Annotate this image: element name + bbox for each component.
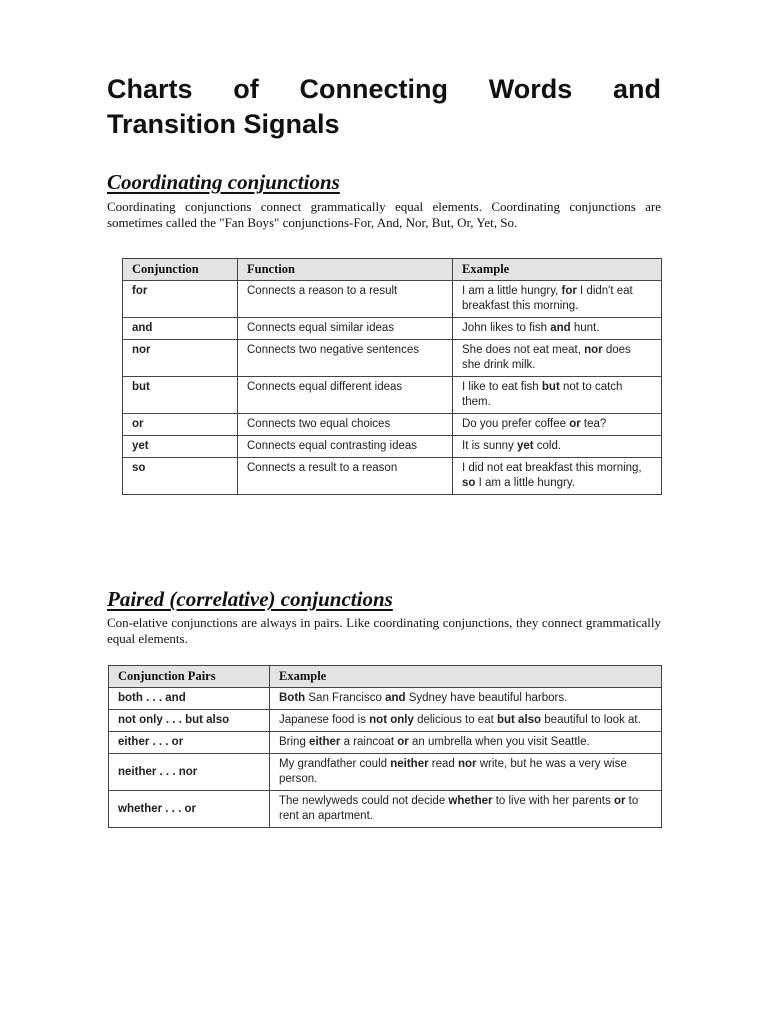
title-word: Words bbox=[488, 74, 573, 104]
function-cell: Connects equal contrasting ideas bbox=[238, 436, 453, 458]
example-keyword: and bbox=[550, 322, 571, 334]
example-keyword: or bbox=[569, 418, 581, 430]
table-row bbox=[109, 791, 662, 828]
coordinating-table-body bbox=[123, 281, 662, 495]
example-keyword: not only bbox=[369, 714, 414, 726]
table-header-row bbox=[109, 666, 662, 688]
conjunction-pair-cell: neither . . . nor bbox=[109, 754, 270, 791]
table-header-row bbox=[123, 259, 662, 281]
table-row bbox=[109, 754, 662, 791]
paired-table-body bbox=[109, 688, 662, 828]
example-cell bbox=[453, 318, 662, 340]
table-row bbox=[123, 281, 662, 318]
example-text: I am a little hungry, bbox=[462, 285, 562, 297]
example-keyword: but bbox=[541, 381, 560, 393]
table-row bbox=[109, 732, 662, 754]
example-text: delicious to eat bbox=[413, 714, 497, 726]
table-row bbox=[109, 688, 662, 710]
title-word: and bbox=[612, 74, 661, 104]
example-text: cold. bbox=[533, 440, 562, 452]
conjunction-pair-cell: either . . . or bbox=[109, 732, 270, 754]
coordinating-table bbox=[122, 258, 662, 495]
title-word: of bbox=[233, 74, 259, 104]
page-title bbox=[107, 72, 661, 142]
example-cell bbox=[453, 340, 662, 377]
conjunction-pair-cell: both . . . and bbox=[109, 688, 270, 710]
example-text: an umbrella when you visit Seattle. bbox=[408, 736, 590, 748]
title-line-1 bbox=[107, 72, 661, 107]
example-text: San Francisco bbox=[305, 692, 386, 704]
example-text: hunt. bbox=[570, 322, 600, 334]
conjunction-cell: for bbox=[123, 281, 238, 318]
conjunction-cell: but bbox=[123, 377, 238, 414]
table-row bbox=[123, 436, 662, 458]
paired-heading: Paired (correlative) conjunctions bbox=[107, 587, 393, 611]
conjunction-cell: and bbox=[123, 318, 238, 340]
title-word: Charts bbox=[107, 74, 193, 104]
example-text: read bbox=[428, 758, 458, 770]
example-text: to rent an apartment. bbox=[279, 795, 639, 822]
example-cell bbox=[270, 710, 662, 732]
example-text: beautiful to look at. bbox=[541, 714, 641, 726]
example-text: My grandfather could bbox=[279, 758, 391, 770]
conjunction-cell: so bbox=[123, 458, 238, 495]
example-keyword: yet bbox=[516, 440, 534, 452]
example-text: I didn't eat breakfast this morning. bbox=[462, 285, 633, 312]
function-cell: Connects a result to a reason bbox=[238, 458, 453, 495]
table-row bbox=[109, 710, 662, 732]
example-cell bbox=[270, 754, 662, 791]
example-text: Japanese food is bbox=[279, 714, 370, 726]
function-cell: Connects a reason to a result bbox=[238, 281, 453, 318]
header-conjunction-pairs: Conjunction Pairs bbox=[109, 666, 270, 688]
example-text: does she drink milk. bbox=[462, 344, 631, 371]
conjunction-cell: nor bbox=[123, 340, 238, 377]
example-cell bbox=[270, 688, 662, 710]
example-cell bbox=[453, 281, 662, 318]
example-text: not to catch them. bbox=[462, 381, 623, 408]
coordinating-description: Coordinating conjunctions connect grammatically equal elements. Coordinating conjunctions are sometimes called the "Fan Boys" conjunctions-For, And, Nor, But, Or, Yet, So. bbox=[107, 199, 661, 230]
example-text: write, but he was a very wise person. bbox=[279, 758, 627, 785]
example-cell bbox=[453, 414, 662, 436]
example-keyword: either bbox=[309, 736, 341, 748]
table-row bbox=[123, 318, 662, 340]
example-text: Sydney have beautiful harbors. bbox=[405, 692, 568, 704]
example-text: John likes to fish bbox=[462, 322, 551, 334]
header-example: Example bbox=[270, 666, 662, 688]
header-function: Function bbox=[238, 259, 453, 281]
coordinating-heading: Coordinating conjunctions bbox=[107, 170, 340, 194]
example-text: It is sunny bbox=[462, 440, 517, 452]
example-text: The newlyweds could not decide bbox=[279, 795, 449, 807]
example-text: I did not eat breakfast this morning, bbox=[462, 462, 642, 474]
example-keyword: Both bbox=[279, 692, 306, 704]
example-cell bbox=[270, 732, 662, 754]
conjunction-cell: or bbox=[123, 414, 238, 436]
conjunction-cell: yet bbox=[123, 436, 238, 458]
paired-table bbox=[108, 665, 662, 828]
function-cell: Connects two equal choices bbox=[238, 414, 453, 436]
example-text: I like to eat fish bbox=[462, 381, 542, 393]
table-row bbox=[123, 414, 662, 436]
example-cell bbox=[453, 436, 662, 458]
conjunction-pair-cell: not only . . . but also bbox=[109, 710, 270, 732]
example-keyword: whether bbox=[448, 795, 493, 807]
conjunction-pair-cell: whether . . . or bbox=[109, 791, 270, 828]
table-row bbox=[123, 377, 662, 414]
title-word: Connecting bbox=[299, 74, 448, 104]
header-example: Example bbox=[453, 259, 662, 281]
example-keyword: nor bbox=[584, 344, 603, 356]
example-text: I am a little hungry. bbox=[475, 477, 575, 489]
title-line-2: Transition Signals bbox=[107, 109, 340, 139]
function-cell: Connects equal similar ideas bbox=[238, 318, 453, 340]
example-keyword: so bbox=[462, 477, 476, 489]
example-text: a raincoat bbox=[340, 736, 398, 748]
example-cell bbox=[453, 377, 662, 414]
example-keyword: neither bbox=[390, 758, 429, 770]
example-cell bbox=[453, 458, 662, 495]
table-row bbox=[123, 340, 662, 377]
example-keyword: or bbox=[613, 795, 626, 807]
paired-description: Con-elative conjunctions are always in pairs. Like coordinating conjunctions, they connect grammatically equal elements. bbox=[107, 615, 661, 646]
example-text: She does not eat meat, bbox=[462, 344, 585, 356]
example-keyword: but also bbox=[496, 714, 542, 726]
example-text: Bring bbox=[279, 736, 310, 748]
example-keyword: or bbox=[397, 736, 409, 748]
example-text: Do you prefer coffee bbox=[462, 418, 570, 430]
example-text: tea? bbox=[580, 418, 607, 430]
function-cell: Connects equal different ideas bbox=[238, 377, 453, 414]
table-row bbox=[123, 458, 662, 495]
header-conjunction: Conjunction bbox=[123, 259, 238, 281]
example-text: to live with her parents bbox=[492, 795, 614, 807]
function-cell: Connects two negative sentences bbox=[238, 340, 453, 377]
example-keyword: for bbox=[561, 285, 577, 297]
example-cell bbox=[270, 791, 662, 828]
example-keyword: and bbox=[385, 692, 406, 704]
example-keyword: nor bbox=[458, 758, 477, 770]
